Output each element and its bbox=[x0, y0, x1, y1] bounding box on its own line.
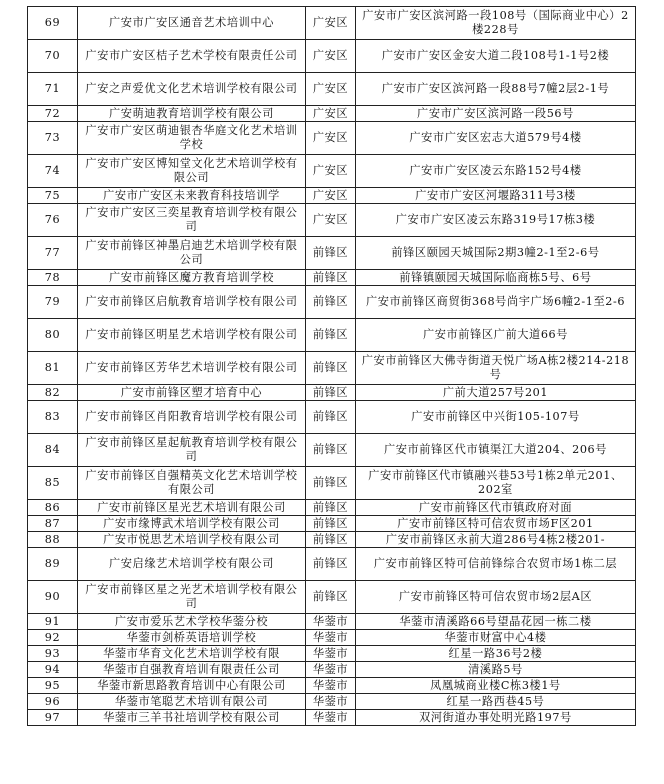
institution-name-cell: 广安萌迪教育培训学校有限公司 bbox=[78, 106, 306, 122]
row-number-cell: 95 bbox=[28, 678, 78, 694]
institution-name-cell: 广安市前锋区明星艺术培训学校有限公司 bbox=[78, 319, 306, 352]
institution-name-cell: 广安市前锋区魔方教育培训学校 bbox=[78, 270, 306, 286]
row-number-cell: 84 bbox=[28, 434, 78, 467]
district-cell: 前锋区 bbox=[306, 401, 356, 434]
row-number-cell: 69 bbox=[28, 7, 78, 40]
table-row bbox=[28, 710, 636, 726]
row-number-cell: 97 bbox=[28, 710, 78, 726]
address-cell: 华蓥市财富中心4楼 bbox=[356, 630, 636, 646]
district-cell: 华蓥市 bbox=[306, 710, 356, 726]
address-cell: 广安市前锋区特可信前锋综合农贸市场1栋二层 bbox=[356, 548, 636, 581]
row-number-cell: 89 bbox=[28, 548, 78, 581]
address-cell: 广安市前锋区代市镇融兴巷53号1栋2单元201、202室 bbox=[356, 467, 636, 500]
row-number-cell: 74 bbox=[28, 155, 78, 188]
district-cell: 华蓥市 bbox=[306, 694, 356, 710]
district-cell: 广安区 bbox=[306, 7, 356, 40]
address-cell: 广安市广安区河堰路311号3楼 bbox=[356, 188, 636, 204]
row-number-cell: 90 bbox=[28, 581, 78, 614]
district-cell: 前锋区 bbox=[306, 532, 356, 548]
institution-name-cell: 华蓥市剑桥英语培训学校 bbox=[78, 630, 306, 646]
table-row bbox=[28, 7, 636, 40]
table-row bbox=[28, 188, 636, 204]
row-number-cell: 82 bbox=[28, 385, 78, 401]
table-row bbox=[28, 630, 636, 646]
table-row bbox=[28, 319, 636, 352]
address-cell: 广前大道257号201 bbox=[356, 385, 636, 401]
institution-name-cell: 广安市广安区通音艺术培训中心 bbox=[78, 7, 306, 40]
institution-name-cell: 广安市前锋区神墨启迪艺术培训学校有限公司 bbox=[78, 237, 306, 270]
address-cell: 华蓥市清溪路66号望晶花园一栋二楼 bbox=[356, 614, 636, 630]
address-cell: 广安市广安区宏志大道579号4楼 bbox=[356, 122, 636, 155]
institution-name-cell: 广安市广安区未来教育科技培训学 bbox=[78, 188, 306, 204]
table-row bbox=[28, 270, 636, 286]
district-cell: 华蓥市 bbox=[306, 614, 356, 630]
district-cell: 广安区 bbox=[306, 155, 356, 188]
table-row bbox=[28, 500, 636, 516]
address-cell: 广安市前锋区大佛寺街道天悦广场A栋2楼214-218号 bbox=[356, 352, 636, 385]
table-row bbox=[28, 204, 636, 237]
district-cell: 华蓥市 bbox=[306, 662, 356, 678]
district-cell: 前锋区 bbox=[306, 434, 356, 467]
table-row bbox=[28, 532, 636, 548]
row-number-cell: 91 bbox=[28, 614, 78, 630]
row-number-cell: 81 bbox=[28, 352, 78, 385]
row-number-cell: 73 bbox=[28, 122, 78, 155]
institution-name-cell: 广安之声爱优文化艺术培训学校有限公司 bbox=[78, 73, 306, 106]
table-row bbox=[28, 662, 636, 678]
row-number-cell: 85 bbox=[28, 467, 78, 500]
district-cell: 广安区 bbox=[306, 188, 356, 204]
table-row bbox=[28, 581, 636, 614]
address-cell: 广安市广安区凌云东路319号17栋3楼 bbox=[356, 204, 636, 237]
address-cell: 广安市广安区滨河路一段108号（国际商业中心）2楼228号 bbox=[356, 7, 636, 40]
district-cell: 前锋区 bbox=[306, 581, 356, 614]
row-number-cell: 70 bbox=[28, 40, 78, 73]
address-cell: 广安市前锋区特可信农贸市场F区201 bbox=[356, 516, 636, 532]
institution-name-cell: 广安市前锋区星之光艺术培训学校有限公司 bbox=[78, 581, 306, 614]
address-cell: 红星一路西巷45号 bbox=[356, 694, 636, 710]
district-cell: 广安区 bbox=[306, 204, 356, 237]
table-row bbox=[28, 467, 636, 500]
row-number-cell: 96 bbox=[28, 694, 78, 710]
district-cell: 前锋区 bbox=[306, 467, 356, 500]
row-number-cell: 87 bbox=[28, 516, 78, 532]
table-row bbox=[28, 237, 636, 270]
institution-name-cell: 华蓥市三羊书社培训学校有限公司 bbox=[78, 710, 306, 726]
institution-name-cell: 广安市广安区桔子艺术学校有限责任公司 bbox=[78, 40, 306, 73]
table-row bbox=[28, 614, 636, 630]
table-row bbox=[28, 516, 636, 532]
district-cell: 华蓥市 bbox=[306, 646, 356, 662]
district-cell: 广安区 bbox=[306, 73, 356, 106]
row-number-cell: 71 bbox=[28, 73, 78, 106]
table-row bbox=[28, 694, 636, 710]
row-number-cell: 77 bbox=[28, 237, 78, 270]
row-number-cell: 92 bbox=[28, 630, 78, 646]
district-cell: 前锋区 bbox=[306, 237, 356, 270]
district-cell: 华蓥市 bbox=[306, 630, 356, 646]
institution-name-cell: 广安市广安区博知堂文化艺术培训学校有限公司 bbox=[78, 155, 306, 188]
institution-name-cell: 广安市广安区萌迪银杏华庭文化艺术培训学校 bbox=[78, 122, 306, 155]
institution-name-cell: 广安市前锋区星起航教育培训学校有限公司 bbox=[78, 434, 306, 467]
institution-name-cell: 广安市前锋区星光艺术培训有限公司 bbox=[78, 500, 306, 516]
row-number-cell: 80 bbox=[28, 319, 78, 352]
row-number-cell: 83 bbox=[28, 401, 78, 434]
address-cell: 广安市广安区金安大道二段108号1-1号2楼 bbox=[356, 40, 636, 73]
institution-table bbox=[27, 6, 636, 726]
table-row bbox=[28, 646, 636, 662]
institution-name-cell: 广安市前锋区塑才培育中心 bbox=[78, 385, 306, 401]
district-cell: 前锋区 bbox=[306, 352, 356, 385]
address-cell: 广安市前锋区中兴街105-107号 bbox=[356, 401, 636, 434]
address-cell: 广安市前锋区商贸街368号尚宇广场6幢2-1至2-6 bbox=[356, 286, 636, 319]
district-cell: 前锋区 bbox=[306, 385, 356, 401]
row-number-cell: 86 bbox=[28, 500, 78, 516]
institution-name-cell: 广安启缘艺术培训学校有限公司 bbox=[78, 548, 306, 581]
address-cell: 清溪路5号 bbox=[356, 662, 636, 678]
row-number-cell: 76 bbox=[28, 204, 78, 237]
table-body bbox=[28, 7, 636, 726]
address-cell: 前锋区颐园天城国际2期3幢2-1至2-6号 bbox=[356, 237, 636, 270]
address-cell: 红星一路36号2楼 bbox=[356, 646, 636, 662]
institution-name-cell: 广安市广安区三奕星教育培训学校有限公司 bbox=[78, 204, 306, 237]
institution-name-cell: 华蓥市新思路教育培训中心有限公司 bbox=[78, 678, 306, 694]
table-row bbox=[28, 286, 636, 319]
row-number-cell: 78 bbox=[28, 270, 78, 286]
district-cell: 广安区 bbox=[306, 122, 356, 155]
table-row bbox=[28, 678, 636, 694]
district-cell: 前锋区 bbox=[306, 270, 356, 286]
table-row bbox=[28, 385, 636, 401]
row-number-cell: 88 bbox=[28, 532, 78, 548]
institution-name-cell: 华蓥市笔聪艺术培训有限公司 bbox=[78, 694, 306, 710]
institution-name-cell: 广安市爱乐艺术学校华蓥分校 bbox=[78, 614, 306, 630]
table-row bbox=[28, 434, 636, 467]
address-cell: 广安市前锋区特可信农贸市场2层A区 bbox=[356, 581, 636, 614]
institution-name-cell: 广安市前锋区启航教育培训学校有限公司 bbox=[78, 286, 306, 319]
address-cell: 广安市前锋区永前大道286号4栋2楼201- bbox=[356, 532, 636, 548]
row-number-cell: 75 bbox=[28, 188, 78, 204]
address-cell: 广安市前锋区代市镇政府对面 bbox=[356, 500, 636, 516]
table-row bbox=[28, 106, 636, 122]
address-cell: 广安市前锋区代市镇渠江大道204、206号 bbox=[356, 434, 636, 467]
district-cell: 前锋区 bbox=[306, 500, 356, 516]
row-number-cell: 79 bbox=[28, 286, 78, 319]
table-row bbox=[28, 548, 636, 581]
row-number-cell: 94 bbox=[28, 662, 78, 678]
table-row bbox=[28, 352, 636, 385]
address-cell: 前锋镇颐园天城国际临商栋5号、6号 bbox=[356, 270, 636, 286]
institution-name-cell: 广安市前锋区肖阳教育培训学校有限公司 bbox=[78, 401, 306, 434]
institution-name-cell: 广安市缘博武术培训学校有限公司 bbox=[78, 516, 306, 532]
district-cell: 前锋区 bbox=[306, 516, 356, 532]
address-cell: 广安市广安区滨河路一段88号7幢2层2-1号 bbox=[356, 73, 636, 106]
district-cell: 广安区 bbox=[306, 106, 356, 122]
address-cell: 广安市广安区滨河路一段56号 bbox=[356, 106, 636, 122]
table-row bbox=[28, 73, 636, 106]
district-cell: 广安区 bbox=[306, 40, 356, 73]
table-row bbox=[28, 40, 636, 73]
institution-name-cell: 华蓥市自强教育培训有限责任公司 bbox=[78, 662, 306, 678]
institution-name-cell: 华蓥市华育文化艺术培训学校有限 bbox=[78, 646, 306, 662]
table-row bbox=[28, 401, 636, 434]
institution-name-cell: 广安市前锋区芳华艺术培训学校有限公司 bbox=[78, 352, 306, 385]
district-cell: 前锋区 bbox=[306, 548, 356, 581]
table-row bbox=[28, 122, 636, 155]
institution-name-cell: 广安市悦思艺术培训学校有限公司 bbox=[78, 532, 306, 548]
address-cell: 广安市广安区凌云东路152号4楼 bbox=[356, 155, 636, 188]
institution-name-cell: 广安市前锋区自强精英文化艺术培训学校有限公司 bbox=[78, 467, 306, 500]
table-row bbox=[28, 155, 636, 188]
row-number-cell: 72 bbox=[28, 106, 78, 122]
district-cell: 前锋区 bbox=[306, 319, 356, 352]
district-cell: 前锋区 bbox=[306, 286, 356, 319]
address-cell: 凤凰城商业楼C栋3楼1号 bbox=[356, 678, 636, 694]
district-cell: 华蓥市 bbox=[306, 678, 356, 694]
address-cell: 广安市前锋区广前大道66号 bbox=[356, 319, 636, 352]
row-number-cell: 93 bbox=[28, 646, 78, 662]
address-cell: 双河街道办事处明光路197号 bbox=[356, 710, 636, 726]
